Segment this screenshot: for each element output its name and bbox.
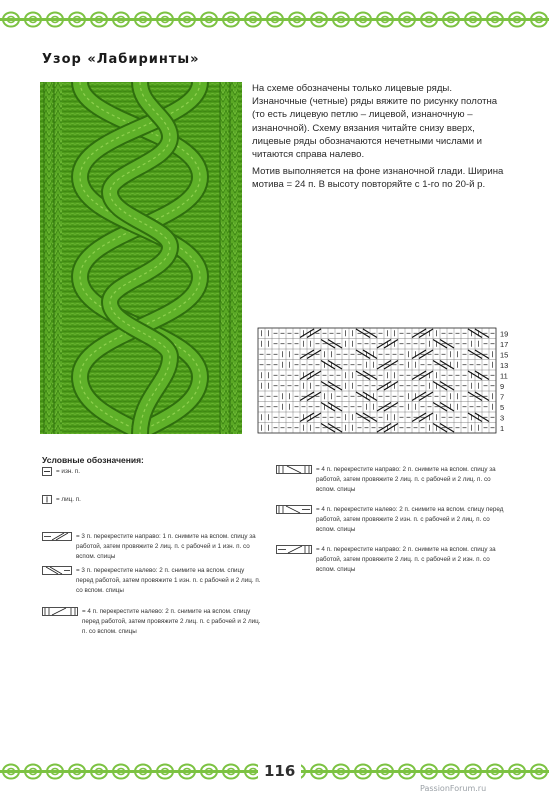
chart-row-number: 5 <box>500 403 505 412</box>
celtic-border-top <box>0 8 549 30</box>
cross-3-left-icon <box>42 566 72 575</box>
chart-row-number: 13 <box>500 361 509 370</box>
chart-row-number: 1 <box>500 424 505 433</box>
purl-symbol-icon <box>42 467 52 476</box>
chart-row-number: 19 <box>500 329 509 339</box>
description-paragraph-1: На схеме обозначены только лицевые ряды. Изнаночные (четные) ряды вяжите по рисунку полотна (то есть лицевую петлю – лицевой, изнаночную – изнаночной). Схему вязания читайте снизу вверх, лицевые ряды обозначаются нечетными числами и читаются справа налево. <box>252 83 498 161</box>
cross-4-left-knit-icon <box>42 607 78 616</box>
watermark-text: PassionForum.ru <box>420 784 487 793</box>
chart-row-number: 11 <box>500 371 508 381</box>
cross-3-right-icon <box>42 532 72 541</box>
legend-title: Условные обозначения: <box>42 455 144 465</box>
chart-row-number: 15 <box>500 350 509 360</box>
cross-4-right-knit-icon <box>276 465 312 474</box>
description-paragraph-2: Мотив выполняется на фоне изнаночной глади. Ширина мотива = 24 п. В высоту повторяйте с 1-го по 20-й р. <box>252 166 504 191</box>
chart-row-number: 17 <box>500 340 509 349</box>
cross-4-right-purl-icon <box>276 545 312 554</box>
chart-row-number: 7 <box>500 392 505 402</box>
chart-row-number: 9 <box>500 382 505 391</box>
page-title: Узор «Лабиринты» <box>42 52 200 67</box>
knitting-chart <box>256 326 516 434</box>
page-number: 116 <box>258 760 301 782</box>
knitted-sample-photo <box>40 82 242 434</box>
pattern-description <box>252 82 508 196</box>
cross-4-left-purl-icon <box>276 505 312 514</box>
knit-symbol-icon <box>42 495 52 504</box>
chart-row-number: 3 <box>500 413 505 423</box>
